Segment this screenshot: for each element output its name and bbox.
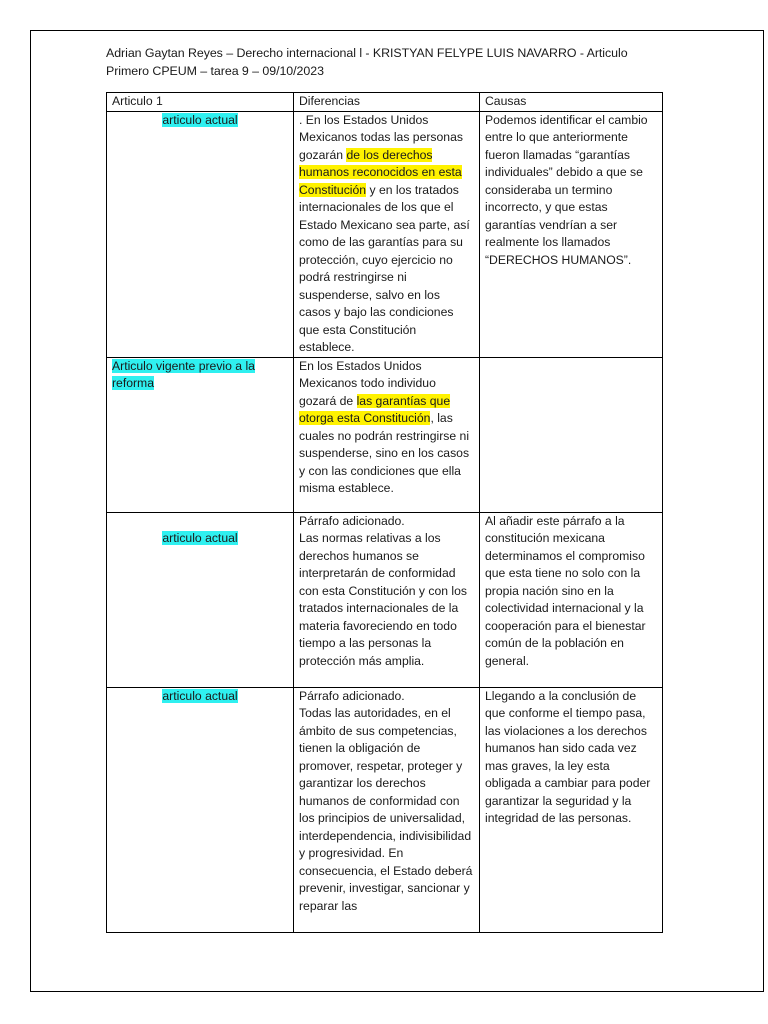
articulo-cell bbox=[107, 111, 294, 357]
diferencias-paragraph-note: Párrafo adicionado. bbox=[299, 688, 405, 703]
causas-text: Llegando a la conclusión de que conforme el tiempo pasa, las violaciones a los derechos humanos han sido cada vez mas graves, la ley esta obligada a cambiar para poder garantizar la seguridad y la integridad de las personas. bbox=[485, 688, 651, 825]
articulo-cell bbox=[107, 357, 294, 512]
diferencias-highlight: las garantías que otorga esta Constitución bbox=[299, 393, 451, 425]
diferencias-text-pre: En los Estados Unidos Mexicanos todo individuo gozará de bbox=[299, 358, 436, 408]
causas-cell bbox=[480, 512, 663, 687]
comparison-table bbox=[106, 92, 663, 933]
causas-text: Al añadir este párrafo a la constitución mexicana determinamos el compromiso que esta tiene no solo con la propia nación sino en la colectividad internacional y la cooperación para el bienestar común de la población en general. bbox=[485, 513, 646, 668]
table-row bbox=[107, 512, 663, 687]
diferencias-cell bbox=[294, 111, 480, 357]
causas-cell bbox=[480, 111, 663, 357]
header-line-1: Adrian Gaytan Reyes – Derecho internacional l - KRISTYAN FELYPE LUIS NAVARRO - Articulo bbox=[106, 46, 628, 60]
articulo-label-wrap bbox=[112, 688, 288, 706]
articulo-label: articulo actual bbox=[162, 112, 238, 127]
table-header-row bbox=[107, 93, 663, 112]
table-row bbox=[107, 687, 663, 932]
articulo-label: Articulo vigente previo a la reforma bbox=[112, 358, 255, 390]
column-header-articulo: Articulo 1 bbox=[107, 93, 294, 112]
diferencias-text-pre: . En los Estados Unidos Mexicanos todas las personas gozarán bbox=[299, 112, 463, 162]
diferencias-cell bbox=[294, 512, 480, 687]
articulo-label: articulo actual bbox=[162, 530, 238, 545]
causas-cell bbox=[480, 687, 663, 932]
diferencias-text-post: , las cuales no podrán restringirse ni suspenderse, sino en los casos y con las condiciones que ella misma establece. bbox=[299, 411, 470, 495]
diferencias-text-post: y en los tratados internacionales de los que el Estado Mexicano sea parte, así como de las garantías para su protección, cuyo ejercicio no podrá restringirse ni suspenderse, salvo en los casos y bajo las condiciones que esta Constitución establece. bbox=[299, 182, 470, 354]
causas-cell bbox=[480, 357, 663, 512]
articulo-label-wrap bbox=[112, 530, 288, 548]
articulo-cell bbox=[107, 512, 294, 687]
diferencias-paragraph-text: Las normas relativas a los derechos humanos se interpretarán de conformidad con esta Constitución y con los tratados internacionales de la materia favoreciendo en todo tiempo a las personas la protección más amplia. bbox=[299, 531, 468, 668]
diferencias-paragraph-text: Todas las autoridades, en el ámbito de sus competencias, tienen la obligación de promover, respetar, proteger y garantizar los derechos humanos de conformidad con los principios de universalidad, interdependencia, indivisibilidad y progresividad. En consecuencia, el Estado deberá prevenir, investigar, sancionar y reparar las bbox=[299, 706, 473, 913]
header-line-2: Primero CPEUM – tarea 9 – 09/10/2023 bbox=[106, 64, 324, 78]
document-header bbox=[106, 44, 666, 80]
articulo-cell bbox=[107, 687, 294, 932]
articulo-label-wrap bbox=[112, 112, 288, 130]
table-row bbox=[107, 357, 663, 512]
table-row bbox=[107, 111, 663, 357]
diferencias-cell bbox=[294, 357, 480, 512]
causas-text: Podemos identificar el cambio entre lo que anteriormente fueron llamadas “garantías individuales” debido a que se consideraba un termino incorrecto, y que estas garantías vendrían a ser realmente los llamados “DERECHOS HUMANOS”. bbox=[485, 112, 648, 267]
column-header-causas: Causas bbox=[480, 93, 663, 112]
diferencias-cell bbox=[294, 687, 480, 932]
articulo-label: articulo actual bbox=[162, 688, 238, 703]
diferencias-paragraph-note: Párrafo adicionado. bbox=[299, 513, 405, 528]
column-header-diferencias: Diferencias bbox=[294, 93, 480, 112]
diferencias-highlight: de los derechos humanos reconocidos en esta Constitución bbox=[299, 147, 462, 197]
